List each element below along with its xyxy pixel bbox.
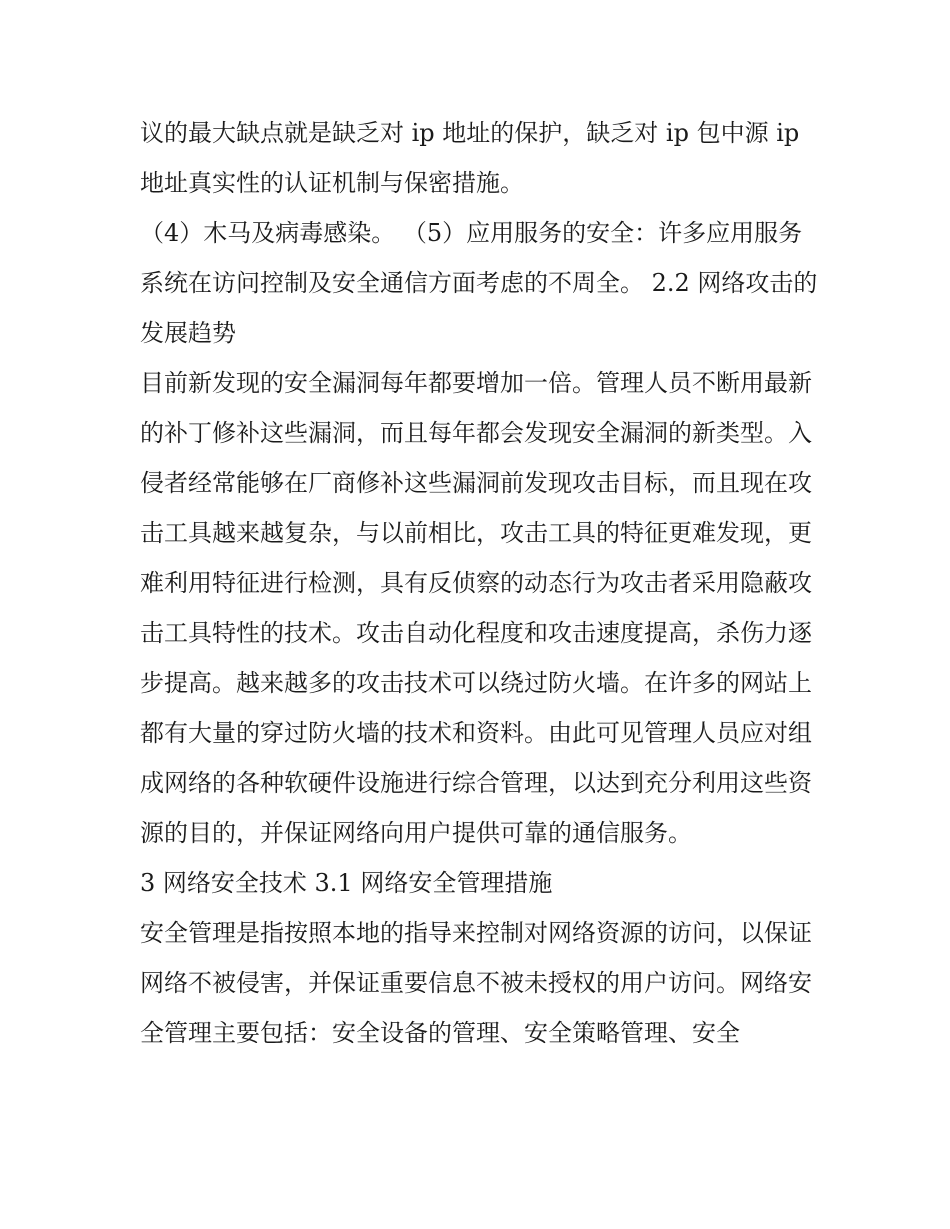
paragraph-trojan-app-security: （4）木马及病毒感染。 （5）应用服务的安全：许多应用服务系统在访问控制及安全通信方面考虑的不周全。 2.2 网络攻击的发展趋势 — [140, 219, 818, 347]
section-heading-security-tech: 3 网络安全技术 3.1 网络安全管理措施 — [140, 869, 553, 897]
paragraph-security-management: 安全管理是指按照本地的指导来控制对网络资源的访问，以保证网络不被侵害，并保证重要信息不被未授权的用户访问。网络安全管理主要包括：安全设备的管理、安全策略管理、安全 — [140, 919, 812, 1047]
paragraph-ip-protection: 议的最大缺点就是缺乏对 ip 地址的保护，缺乏对 ip 包中源 ip 地址真实性的认证机制与保密措施。 — [140, 119, 800, 197]
paragraph-attack-trends: 目前新发现的安全漏洞每年都要增加一倍。管理人员不断用最新的补丁修补这些漏洞，而且每年都会发现安全漏洞的新类型。入侵者经常能够在厂商修补这些漏洞前发现攻击目标，而且现在攻击工具越来越复杂，与以前相比，攻击工具的特征更难发现，更难利用特征进行检测，具有反侦察的动态行为攻击者采用隐蔽攻击工具特性的技术。攻击自动化程度和攻击速度提高，杀伤力逐步提高。越来越多的攻击技术可以绕过防火墙。在许多的网站上都有大量的穿过防火墙的技术和资料。由此可见管理人员应对组成网络的各种软硬件设施进行综合管理，以达到充分利用这些资源的目的，并保证网络向用户提供可靠的通信服务。 — [140, 369, 812, 847]
document-page — [140, 108, 820, 1058]
